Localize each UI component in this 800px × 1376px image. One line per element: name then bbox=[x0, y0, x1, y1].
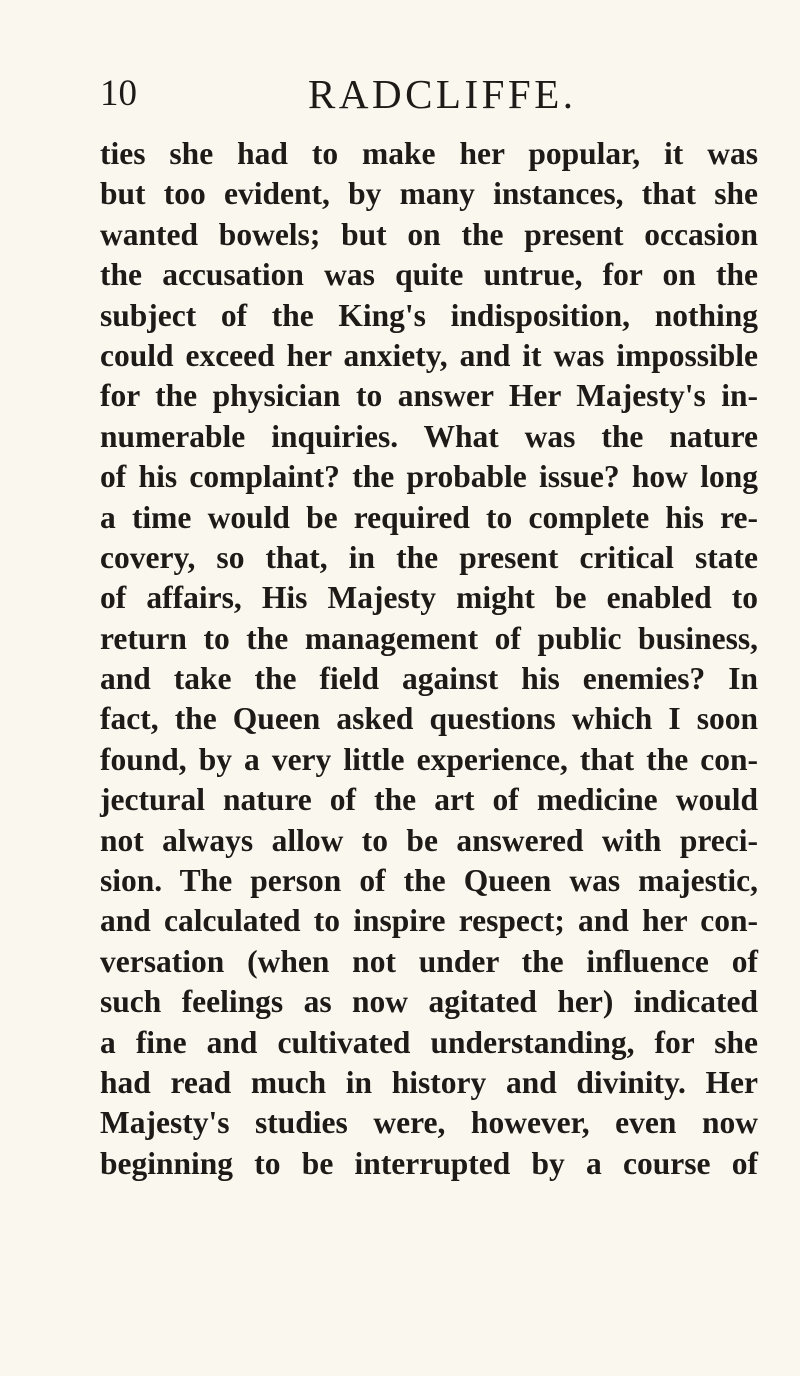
text-line: a time would be required to complete his re- bbox=[100, 499, 758, 535]
body-text bbox=[100, 134, 758, 1184]
text-line: beginning to be interrupted by a course of bbox=[100, 1145, 758, 1181]
text-line: Majesty's studies were, however, even now bbox=[100, 1105, 758, 1141]
text-line: not always allow to be answered with preci- bbox=[100, 822, 758, 858]
running-head bbox=[100, 72, 760, 122]
running-title: RADCLIFFE. bbox=[308, 71, 577, 117]
text-line: and calculated to inspire respect; and her con- bbox=[100, 903, 758, 939]
text-line: ties she had to make her popular, it was bbox=[100, 136, 758, 171]
text-line: wanted bowels; but on the present occasion bbox=[100, 216, 758, 252]
text-line: sion. The person of the Queen was majestic, bbox=[100, 863, 758, 899]
text-line: of his complaint? the probable issue? how long bbox=[100, 459, 758, 495]
text-line: the accusation was quite untrue, for on the bbox=[100, 257, 758, 293]
page-number: 10 bbox=[100, 73, 137, 114]
text-line: but too evident, by many instances, that she bbox=[100, 176, 758, 212]
text-line: a fine and cultivated understanding, for she bbox=[100, 1024, 758, 1060]
text-line: could exceed her anxiety, and it was impossible bbox=[100, 337, 758, 373]
text-line: found, by a very little experience, that the con- bbox=[100, 741, 758, 777]
text-line: such feelings as now agitated her) indicated bbox=[100, 984, 758, 1020]
text-line: covery, so that, in the present critical state bbox=[100, 539, 758, 575]
text-line: of affairs, His Majesty might be enabled to bbox=[100, 580, 758, 616]
text-line: had read much in history and divinity. Her bbox=[100, 1064, 758, 1100]
text-line: return to the management of public business, bbox=[100, 620, 758, 656]
text-line: numerable inquiries. What was the nature bbox=[100, 418, 758, 454]
text-line: jectural nature of the art of medicine would bbox=[100, 782, 758, 818]
text-line: versation (when not under the influence of bbox=[100, 943, 758, 979]
text-line: for the physician to answer Her Majesty's in- bbox=[100, 378, 758, 414]
text-line: and take the field against his enemies? In bbox=[100, 661, 758, 697]
text-line: subject of the King's indisposition, nothing bbox=[100, 297, 758, 333]
text-line: fact, the Queen asked questions which I soon bbox=[100, 701, 758, 737]
